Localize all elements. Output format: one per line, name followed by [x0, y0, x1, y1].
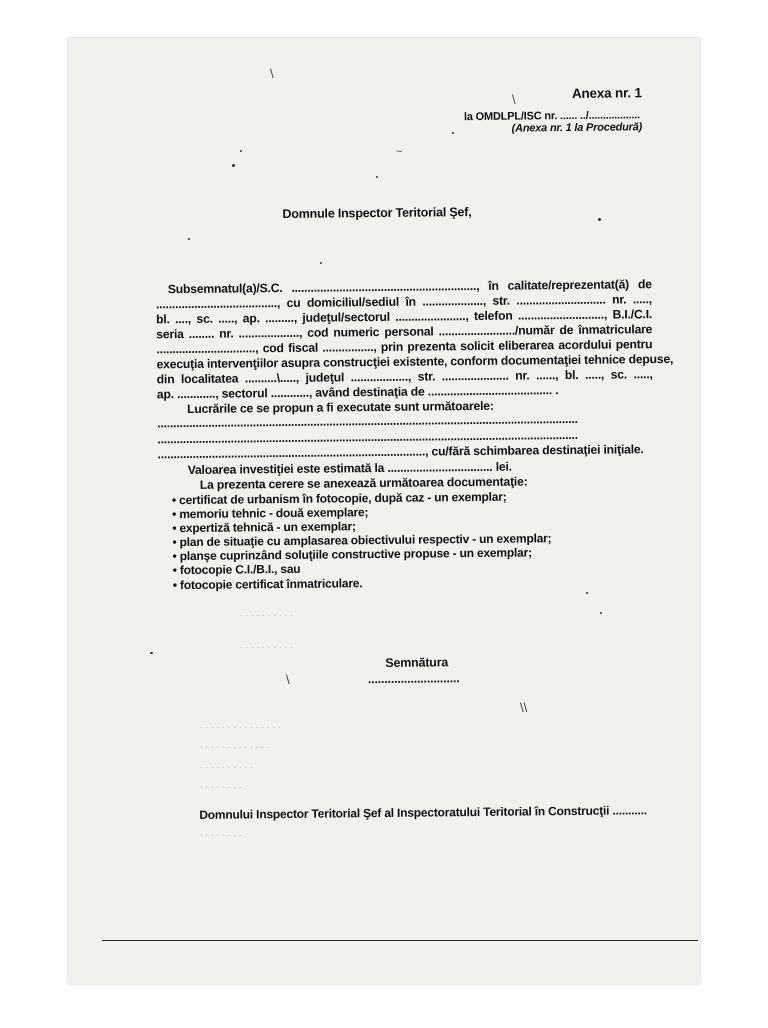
bleed-through: . . . . . . . . . . [200, 760, 253, 771]
addressee-footer: Domnului Inspector Teritorial Şef al Inspectoratului Teritorial în Construcţii ........... [199, 803, 647, 822]
document-item: • fotocopie certificat înmatriculare. [172, 576, 363, 593]
anexa-heading: Anexa nr. 1 [571, 85, 642, 101]
order-reference: la OMDLPL/ISC nr. ...... ../.................. [463, 109, 641, 124]
bleed-through: . . . . . . . . . . . . . [200, 740, 270, 751]
document-item: • expertiză tehnică - un exemplar; [172, 519, 356, 536]
scan-speck [320, 262, 322, 264]
scan-speck [452, 132, 454, 134]
document-item: • memoriu tehnic - două exemplare; [172, 505, 369, 522]
scan-speck [150, 652, 153, 654]
lucrari-end: ...................................................................................., cu/fără schimbarea destinaţiei iniţiale. [157, 442, 644, 462]
body-line-8: ap. ............, sectorul ............, având destinaţia de ....................................... . [156, 383, 559, 402]
scan-mark: \ [270, 66, 274, 81]
body-line-2: ......................................, cu domiciliul/sediul în ..................., str. ............................ nr. ....., [155, 292, 652, 312]
body-line-6: execuţia intervenţiilor asupra construcţiei existente, conform documentaţiei tehnice depuse, [156, 351, 674, 372]
bleed-through: . . . . : . . . . . [240, 608, 293, 619]
scan-mark: \\ [520, 700, 528, 715]
scan-speck [600, 612, 602, 614]
body-line-5: ..............................., cod fiscal ................, prin prezenta solicit eliberarea acordului pentru [156, 337, 653, 357]
scan-speck [188, 238, 190, 240]
scan-speck [586, 592, 588, 594]
scan-mark: \ [512, 92, 516, 107]
valoare-line: Valoarea investiţiei este estimată la ................................. lei. [187, 459, 512, 478]
procedure-reference: (Anexa nr. 1 la Procedură) [511, 121, 643, 135]
scan-speck [376, 176, 378, 178]
lucrari-intro: Lucrările ce se propun a fi executate sunt următoarele: [186, 398, 494, 417]
body-line-3: bl. ...., sc. ....., ap. ........., judeţul/sectorul ......................, telefon ..........................., B.I./C.I. [156, 307, 653, 327]
scan-speck [240, 150, 242, 152]
signature-label: Semnătura [385, 655, 449, 670]
anexeaza-line: La prezenta cerere se anexează următoarea documentaţie: [199, 474, 528, 492]
scan-speck [232, 164, 235, 167]
body-line-7: din localitatea ..........\....., judeţul .................., str. ..................... nr. ......, bl. ....., sc. ....., [156, 367, 653, 387]
bottom-rule [102, 940, 698, 941]
bleed-through: . . . : . . . . . . [240, 640, 293, 651]
document-item: • plan de situaţie cu amplasarea obiectivului respectiv - un exemplar; [172, 531, 552, 550]
bleed-through: . . . . . . . . . . . . . . . [200, 720, 281, 731]
document-item: • planşe cuprinzând soluţiile constructive propuse - un exemplar; [172, 545, 532, 564]
lucrari-dots-1: .................................................................................................................................... [157, 411, 578, 431]
scan-speck [598, 218, 601, 221]
body-line-1: Subsemnatul(a)/S.C. .........................................................., în calitate/reprezentat(ă) de [167, 277, 652, 297]
bleed-through: . . . . . . . . [200, 828, 242, 839]
bleed-through: . . . . . . . . [200, 780, 242, 791]
document-item: • fotocopie C.I./B.I., sau [172, 561, 301, 578]
scan-mark: ~ [396, 146, 403, 158]
signature-line: ............................ [367, 671, 460, 687]
scan-mark: \ [286, 672, 290, 687]
form-title: Domnule Inspector Teritorial Şef, [282, 205, 472, 222]
document-item: • certificat de urbanism în fotocopie, după caz - un exemplar; [171, 489, 507, 508]
lucrari-dots-2: .................................................................................................................................... [157, 427, 578, 447]
body-line-4: seria ........ nr. ..................., cod numeric personal ......................../număr de înmatriculare [156, 322, 653, 342]
